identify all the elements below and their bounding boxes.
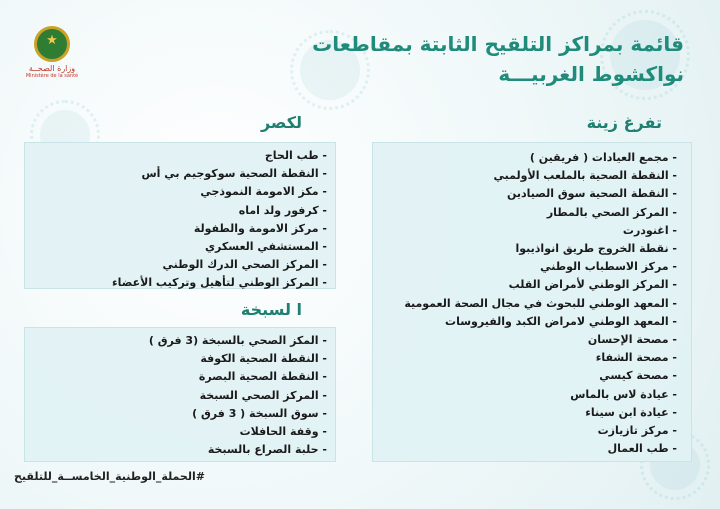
heading-sebkha: ا لسبخة (240, 300, 302, 319)
list-item: - مصحة الإحسان (404, 331, 677, 349)
list-item: - طب الحاج (112, 147, 327, 165)
logo-name-fr: Ministère de la santé (25, 73, 79, 79)
ministry-logo (22, 26, 82, 79)
list-item: - مصحة الشفاء (404, 349, 677, 367)
list-item: - اغنودرت (404, 222, 677, 240)
campaign-hashtag: #الحملة_الوطنية_الخامســة_للتلقيح (14, 470, 205, 483)
list-item: - كرفور ولد اماه (112, 202, 327, 220)
list-item: - مصحة كيسي (404, 367, 677, 385)
list-ksar (112, 147, 327, 293)
list-item: - المكز الصحي بالسبخة (3 فرق ) (149, 332, 327, 350)
list-item: - وقفة الحافلات (149, 423, 327, 441)
list-item: - نقطة الخروج طريق انواذيبوا (404, 240, 677, 258)
page-title-line1: قائمة بمراكز التلقيح الثابتة بمقاطعات (312, 32, 684, 56)
heading-tevragh-zeina: تفرغ زينة (586, 113, 662, 132)
list-item: - مركز تازيازت (404, 422, 677, 440)
list-item: - عيادة لاس بالماس (404, 386, 677, 404)
page-title-line2: نواكشوط الغربيـــة (498, 62, 684, 86)
list-item: - حلبة الصراع بالسبخة (149, 441, 327, 459)
list-item: - سوق السبخة ( 3 فرق ) (149, 405, 327, 423)
list-item: - النقطة الصحية سوكوجيم بي أس (112, 165, 327, 183)
list-item: - النقطة الصحية الكوفة (149, 350, 327, 368)
list-sebkha (149, 332, 327, 459)
list-item: - المركز الوطني لأمراض القلب (404, 276, 677, 294)
list-item: - النقطة الصحية البصرة (149, 368, 327, 386)
logo-name-ar: وزارة الصحــة (28, 64, 76, 73)
list-item: - المعهد الوطني للبحوث في مجال الصحة العمومية (404, 295, 677, 313)
heading-ksar: لكصر (260, 113, 302, 132)
list-item: - مكز الامومة النموذجي (112, 183, 327, 201)
panel-ksar (24, 142, 336, 289)
list-item: - المعهد الوطني لامراض الكبد والفيروسات (404, 313, 677, 331)
list-item: - عيادة ابن سيناء (404, 404, 677, 422)
list-item: - طب العمال (404, 440, 677, 458)
list-item: - مركز الامومة والطفولة (112, 220, 327, 238)
list-item: - المركز الصحي السبخة (149, 387, 327, 405)
list-tevragh-zeina (404, 149, 677, 458)
list-item: - مجمع العيادات ( فريقين ) (404, 149, 677, 167)
list-item: - مركز الاسطباب الوطني (404, 258, 677, 276)
list-item: - المركز الصحي بالمطار (404, 204, 677, 222)
emblem-icon (34, 26, 70, 62)
panel-tevragh-zeina (372, 142, 692, 462)
list-item: - المستشفي العسكري (112, 238, 327, 256)
list-item: - المركز الصحي الدرك الوطني (112, 256, 327, 274)
list-item: - النقطة الصحية سوق الصيادين (404, 185, 677, 203)
list-item: - المركز الوطني لتأهيل وتركيب الأعضاء (112, 274, 327, 292)
list-item: - النقطة الصحية بالملعب الأولمبي (404, 167, 677, 185)
panel-sebkha (24, 327, 336, 462)
